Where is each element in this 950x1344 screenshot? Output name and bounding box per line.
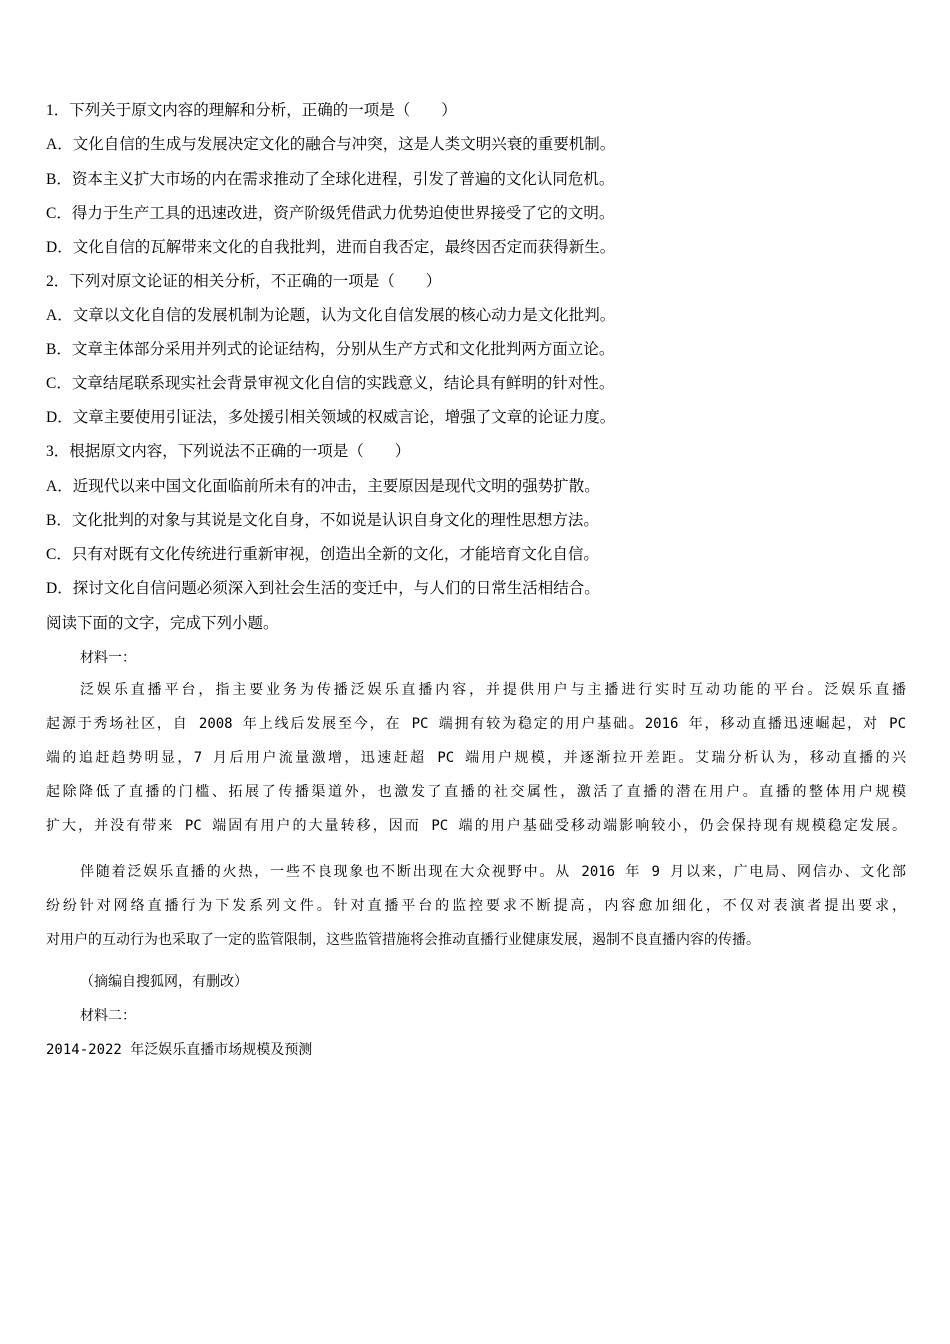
paragraph-line: 起源于秀场社区，自 2008 年上线后发展至今，在 PC 端拥有较为稳定的用户基础。2016 年，移动直播迅速崛起，对 PC	[46, 716, 906, 732]
paragraph-line: 端的追赶趋势明显，7 月后用户流量激增，迅速赶超 PC 端用户规模，并逐渐拉开差距。艾瑞分析认为，移动直播的兴	[46, 750, 906, 766]
paragraph-line: 起除降低了直播的门槛、拓展了传播渠道外，也激发了直播的社交属性，激活了直播的潜在用户。直播的整体用户规模	[46, 784, 906, 800]
question-3-option-b: B．文化批判的对象与其说是文化自身，不如说是认识自身文化的理性思想方法。	[46, 512, 599, 529]
question-3-option-a: A．近现代以来中国文化面临前所未有的冲击，主要原因是现代文明的强势扩散。	[46, 478, 600, 495]
question-2-option-b: B．文章主体部分采用并列式的论证结构，分别从生产方式和文化批判两方面立论。	[46, 341, 615, 358]
paragraph-line: 对用户的互动行为也采取了一定的监管限制，这些监管措施将会推动直播行业健康发展，遏制不良直播内容的传播。	[46, 932, 760, 948]
question-3-option-d: D．探讨文化自信问题必须深入到社会生活的变迁中，与人们的日常生活相结合。	[46, 580, 600, 597]
material-1-heading: 材料一：	[80, 650, 136, 666]
question-1-option-c: C．得力于生产工具的迅速改进，资产阶级凭借武力优势迫使世界接受了它的文明。	[46, 205, 615, 222]
question-2-option-a: A．文章以文化自信的发展机制为论题，认为文化自信发展的核心动力是文化批判。	[46, 307, 616, 324]
material-2-heading: 材料二：	[80, 1008, 136, 1024]
question-2-stem: 2．下列对原文论证的相关分析，不正确的一项是（ ）	[46, 273, 442, 290]
question-3-option-c: C．只有对既有文化传统进行重新审视，创造出全新的文化，才能培育文化自信。	[46, 546, 599, 563]
paragraph-line: 扩大，并没有带来 PC 端固有用户的大量转移，因而 PC 端的用户基础受移动端影响较小，仍会保持现有规模稳定发展。	[46, 818, 906, 834]
question-1-option-d: D．文化自信的瓦解带来文化的自我批判，进而自我否定，最终因否定而获得新生。	[46, 239, 616, 256]
paragraph-line: 纷纷针对网络直播行为下发系列文件。针对直播平台的监控要求不断提高，内容愈加细化，不仅对表演者提出要求，	[46, 898, 906, 914]
paragraph-line: 伴随着泛娱乐直播的火热，一些不良现象也不断出现在大众视野中。从 2016 年 9 月以来，广电局、网信办、文化部	[80, 864, 906, 880]
question-1-option-b: B．资本主义扩大市场的内在需求推动了全球化进程，引发了普遍的文化认同危机。	[46, 171, 615, 188]
question-1-option-a: A．文化自信的生成与发展决定文化的融合与冲突，这是人类文明兴衰的重要机制。	[46, 136, 616, 153]
question-1-stem: 1．下列关于原文内容的理解和分析，正确的一项是（ ）	[46, 102, 457, 119]
question-2-option-c: C．文章结尾联系现实社会背景审视文化自信的实践意义，结论具有鲜明的针对性。	[46, 375, 615, 392]
paragraph-line: 泛娱乐直播平台，指主要业务为传播泛娱乐直播内容，并提供用户与主播进行实时互动功能的平台。泛娱乐直播	[80, 682, 906, 698]
chart-caption: 2014-2022 年泛娱乐直播市场规模及预测	[46, 1042, 313, 1058]
question-2-option-d: D．文章主要使用引证法，多处援引相关领域的权威言论，增强了文章的论证力度。	[46, 409, 616, 426]
question-3-stem: 3．根据原文内容，下列说法不正确的一项是（ ）	[46, 443, 411, 460]
material-1-source: （摘编自搜狐网，有删改）	[80, 974, 248, 990]
reading-instruction: 阅读下面的文字，完成下列小题。	[46, 615, 279, 632]
